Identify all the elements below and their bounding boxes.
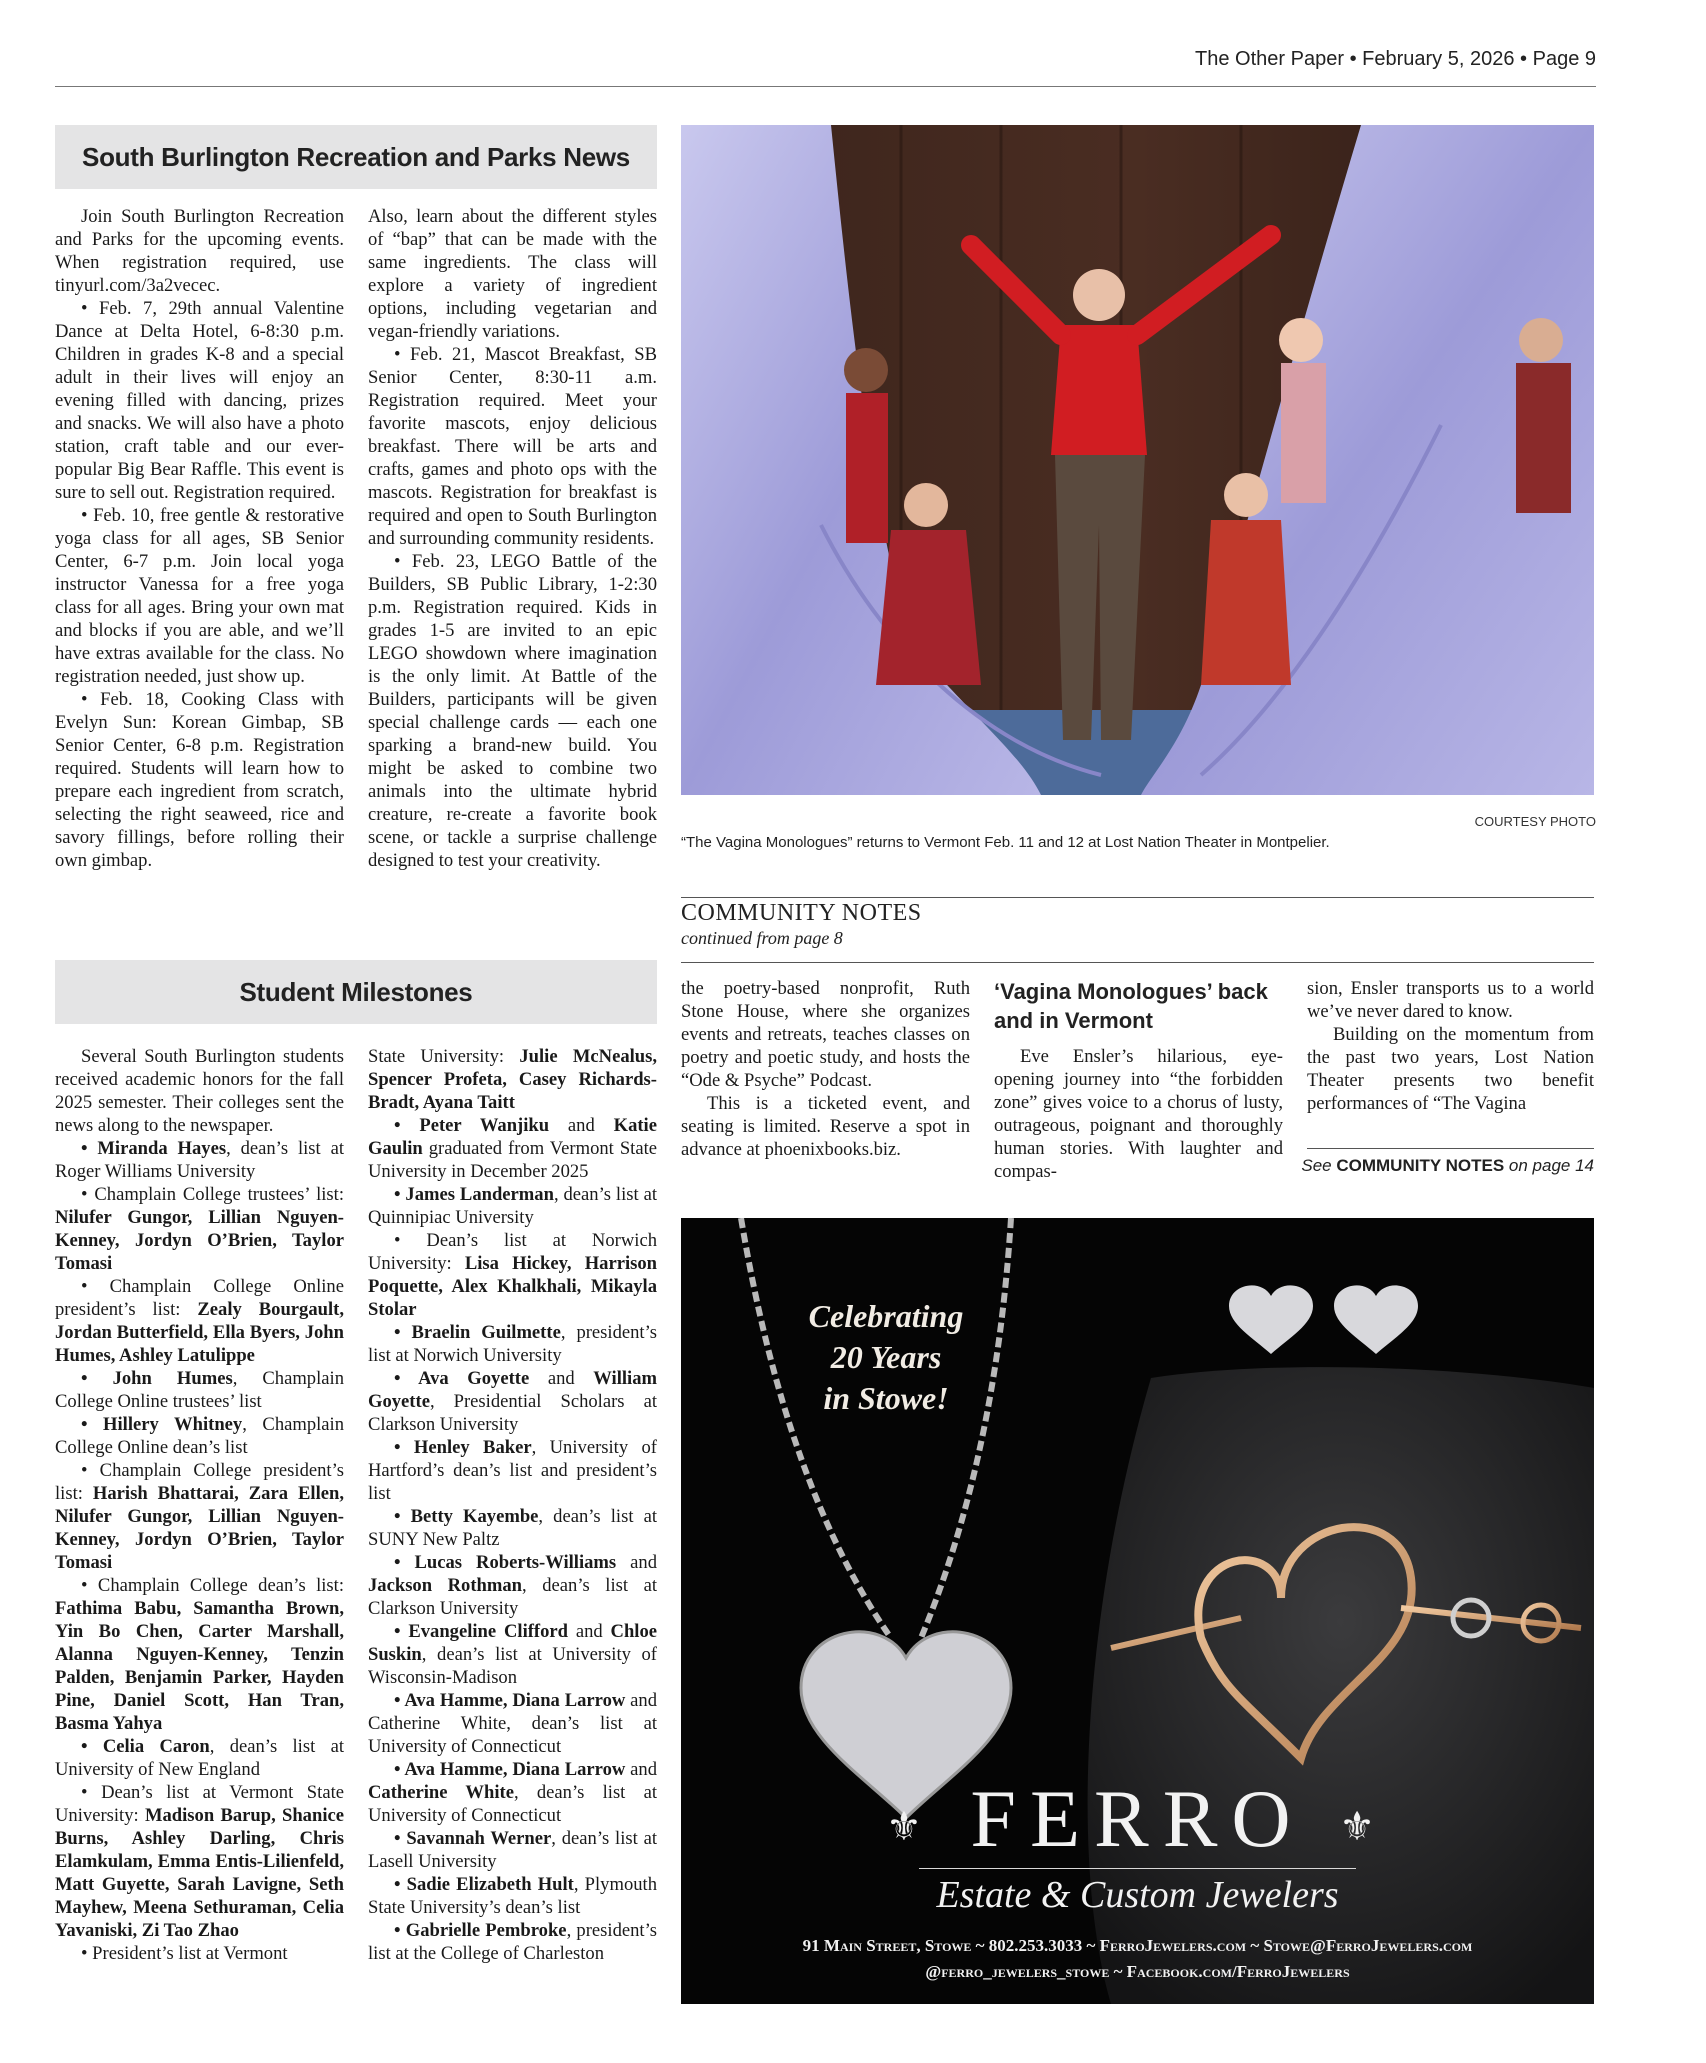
milestone-entry: • Peter Wanjiku and Katie Gaulin graduated from Vermont State University in December 2025 <box>368 1115 657 1182</box>
page-number: Page 9 <box>1532 48 1596 70</box>
milestone-entry: • President’s list at Vermont <box>81 1943 288 1964</box>
jump-section: COMMUNITY NOTES <box>1336 1156 1505 1175</box>
recreation-column-2 <box>368 205 657 872</box>
stage-illustration <box>681 125 1594 795</box>
page-header <box>1195 48 1596 71</box>
recreation-paragraph: • Feb. 7, 29th annual Valentine Dance at Delta Hotel, 6-8:30 p.m. Children in grades K-8 and a special adult in their lives will enjoy an evening filled with dancing, prizes and snacks. We will also have a photo station, craft table and our ever-popular Big Bear Raffle. This event is sure to sell out. Registration required. <box>55 298 344 503</box>
recreation-paragraph: Also, learn about the different styles of “bap” that can be made with the same ingredients. The class will explore a variety of ingredient options, including vegetarian and vegan-friendly variations. <box>368 206 657 342</box>
photo-credit: COURTESY PHOTO <box>1474 814 1596 829</box>
recreation-section-title: South Burlington Recreation and Parks News <box>55 125 657 189</box>
milestone-entry: • Celia Caron, dean’s list at University of New England <box>55 1736 344 1780</box>
milestone-entry: • Champlain College president’s list: Harish Bhattarai, Zara Ellen, Nilufer Gungor, Lillian Nguyen-Kenney, Jordyn O’Brien, Taylor Tomasi <box>55 1460 344 1573</box>
milestone-entry: • Dean’s list at Norwich University: Lisa Hickey, Harrison Poquette, Alex Khalkhali, Mikayla Stolar <box>368 1230 657 1320</box>
community-sub-rule <box>681 962 1594 963</box>
community-paragraph: This is a ticketed event, and seating is limited. Reserve a spot in advance at phoenixbooks.biz. <box>681 1093 970 1160</box>
jump-rule <box>1307 1148 1594 1149</box>
ferro-advertisement[interactable] <box>681 1218 1594 2004</box>
milestone-entry: • Gabrielle Pembroke, president’s list at the College of Charleston <box>368 1920 657 1964</box>
milestone-entry: State University: Julie McNealus, Spencer Profeta, Casey Richards-Bradt, Ayana Taitt <box>368 1046 658 1113</box>
jump-page: on page 14 <box>1508 1156 1594 1175</box>
milestone-entry: • Savannah Werner, dean’s list at Lasell University <box>368 1828 657 1872</box>
recreation-paragraph: • Feb. 23, LEGO Battle of the Builders, SB Public Library, 1-2:30 p.m. Registration required. Kids in grades 1-5 are invited to an epic LEGO showdown where imagination is the only limit. At Battle of the Builders, participants will be given special challenge cards — each one sparking a brand-new build. You might be asked to combine two animals into the ultimate hybrid creature, re-create a favorite book scene, or tackle a surprise challenge designed to test your creativity. <box>368 551 657 871</box>
milestones-column-2 <box>368 1045 657 1965</box>
milestone-entry: • Betty Kayembe, dean’s list at SUNY New Paltz <box>368 1506 657 1550</box>
recreation-paragraph: • Feb. 21, Mascot Breakfast, SB Senior Center, 8:30-11 a.m. Registration required. Meet your favorite mascots, enjoy delicious breakfast. There will be arts and crafts, games and photo ops with the mascots. Registration for breakfast is required and open to South Burlington and surrounding community residents. <box>368 344 657 549</box>
vagina-monologues-text: Eve Ensler’s hilarious, eye-opening journey into “the forbidden zone” gives voice to a chorus of lusty, outrageous, poignant and thoroughly human stories. With laughter and compas- <box>994 1046 1283 1182</box>
logo-rule <box>919 1868 1356 1869</box>
milestone-entry: • Ava Goyette and William Goyette, Presidential Scholars at Clarkson University <box>368 1368 657 1435</box>
community-notes-continued: continued from page 8 <box>681 928 843 948</box>
paper-name: The Other Paper <box>1195 48 1344 70</box>
milestone-entry: • Champlain College dean’s list: Fathima Babu, Samantha Brown, Yin Bo Chen, Carter Marshall, Alanna Nguyen-Kenney, Tenzin Palden, Benjamin Parker, Hayden Pine, Daniel Scott, Han Tran, Basma Yahya <box>55 1575 344 1734</box>
brand-name: FERRO <box>970 1773 1305 1864</box>
community-notes-title: COMMUNITY NOTES <box>681 900 922 926</box>
ferro-contact-line-1[interactable]: 91 Main Street, Stowe ~ 802.253.3033 ~ FerroJewelers.com ~ Stowe@FerroJewelers.com <box>802 1936 1473 1955</box>
community-top-rule <box>681 897 1594 898</box>
jump-see: See <box>1301 1156 1332 1175</box>
ferro-logo <box>681 1773 1594 1873</box>
milestone-entry: • Henley Baker, University of Hartford’s dean’s list and president’s list <box>368 1437 657 1504</box>
celebrating-text: Celebrating 20 Years in Stowe! <box>808 1298 964 1416</box>
fleur-de-lis-icon: ⚜ <box>885 1804 936 1850</box>
recreation-paragraph: Join South Burlington Recreation and Parks for the upcoming events. When registration required, use tinyurl.com/3a2vecec. <box>55 206 344 296</box>
heart-earring-left <box>1229 1285 1313 1354</box>
milestone-entry: • Evangeline Clifford and Chloe Suskin, dean’s list at University of Wisconsin-Madison <box>368 1621 657 1688</box>
milestone-entry: • Dean’s list at Vermont State University: Madison Barup, Shanice Burns, Ashley Darling, Chris Elamkulam, Emma Entis-Lilienfeld, Matt Guyette, Sarah Lavigne, Seth Mayhew, Meena Sethuraman, Celia Yavaniski, Zi Tao Zhao <box>55 1782 344 1941</box>
milestone-entry: • Lucas Roberts-Williams and Jackson Rothman, dean’s list at Clarkson University <box>368 1552 657 1619</box>
community-paragraph: Building on the momentum from the past two years, Lost Nation Theater presents two benefit performances of “The Vagina <box>1307 1024 1594 1114</box>
community-column-3 <box>1307 977 1594 1115</box>
milestones-intro: Several South Burlington students received academic honors for the fall 2025 semester. Their colleges sent the news along to the newspaper. <box>55 1046 344 1136</box>
heart-earring-right <box>1334 1285 1418 1354</box>
milestone-entry: • Braelin Guilmette, president’s list at Norwich University <box>368 1322 657 1366</box>
milestone-entry: • Hillery Whitney, Champlain College Online dean’s list <box>55 1414 345 1458</box>
recreation-paragraph: • Feb. 10, free gentle & restorative yoga class for all ages, SB Senior Center, 6-7 p.m. Join local yoga instructor Vanessa for a free yoga class for all ages. Bring your own mat and blocks if you are able, and we’ll have extras available for the class. No registration needed, just show up. <box>55 505 344 687</box>
jump-line[interactable] <box>1301 1156 1594 1176</box>
recreation-column-1 <box>55 205 344 872</box>
milestone-entry: • Champlain College trustees’ list: Nilufer Gungor, Lillian Nguyen-Kenney, Jordyn O’Brien, Taylor Tomasi <box>55 1184 344 1274</box>
community-column-1 <box>681 977 970 1161</box>
milestone-entry: • Miranda Hayes, dean’s list at Roger Williams University <box>55 1138 344 1182</box>
community-column-2 <box>994 977 1283 1183</box>
fleur-de-lis-icon: ⚜ <box>1339 1804 1390 1850</box>
milestone-entry: • James Landerman, dean’s list at Quinnipiac University <box>368 1184 658 1228</box>
milestone-entry: • John Humes, Champlain College Online trustees’ list <box>55 1368 344 1412</box>
issue-date: February 5, 2026 <box>1362 48 1515 70</box>
community-paragraph: sion, Ensler transports us to a world we’ve never dared to know. <box>1307 978 1594 1022</box>
ferro-tagline: Estate & Custom Jewelers <box>936 1874 1339 1916</box>
header-rule <box>55 86 1596 87</box>
community-paragraph: the poetry-based nonprofit, Ruth Stone House, where she organizes events and retreats, teaches classes on poetry and poetic study, and hosts the “Ode & Psyche” Podcast. <box>681 978 970 1091</box>
vagina-monologues-headline: ‘Vagina Monologues’ back and in Vermont <box>994 979 1268 1033</box>
milestones-column-1 <box>55 1045 344 1965</box>
milestone-entry: • Champlain College Online president’s list: Zealy Bourgault, Jordan Butterfield, Ella Byers, John Humes, Ashley Latulippe <box>55 1276 344 1366</box>
recreation-paragraph: • Feb. 18, Cooking Class with Evelyn Sun: Korean Gimbap, SB Senior Center, 6-8 p.m. Registration required. Students will learn how to prepare each ingredient from scratch, selecting the right seaweed, rice and savory fillings, before rolling their own gimbap. <box>55 689 344 871</box>
milestone-entry: • Ava Hamme, Diana Larrow and Catherine White, dean’s list at University of Connecticut <box>368 1690 657 1757</box>
theater-photo <box>681 125 1594 795</box>
photo-caption: “The Vagina Monologues” returns to Vermont Feb. 11 and 12 at Lost Nation Theater in Montpelier. <box>681 834 1330 851</box>
milestone-entry: • Sadie Elizabeth Hult, Plymouth State University’s dean’s list <box>368 1874 657 1918</box>
ferro-contact-line-2[interactable]: @ferro_jewelers_stowe ~ Facebook.com/FerroJewelers <box>925 1962 1350 1981</box>
milestone-entry: • Ava Hamme, Diana Larrow and Catherine White, dean’s list at University of Connecticut <box>368 1759 658 1826</box>
milestones-section-title: Student Milestones <box>55 960 657 1024</box>
separator: • <box>1349 48 1357 70</box>
separator: • <box>1520 48 1528 70</box>
